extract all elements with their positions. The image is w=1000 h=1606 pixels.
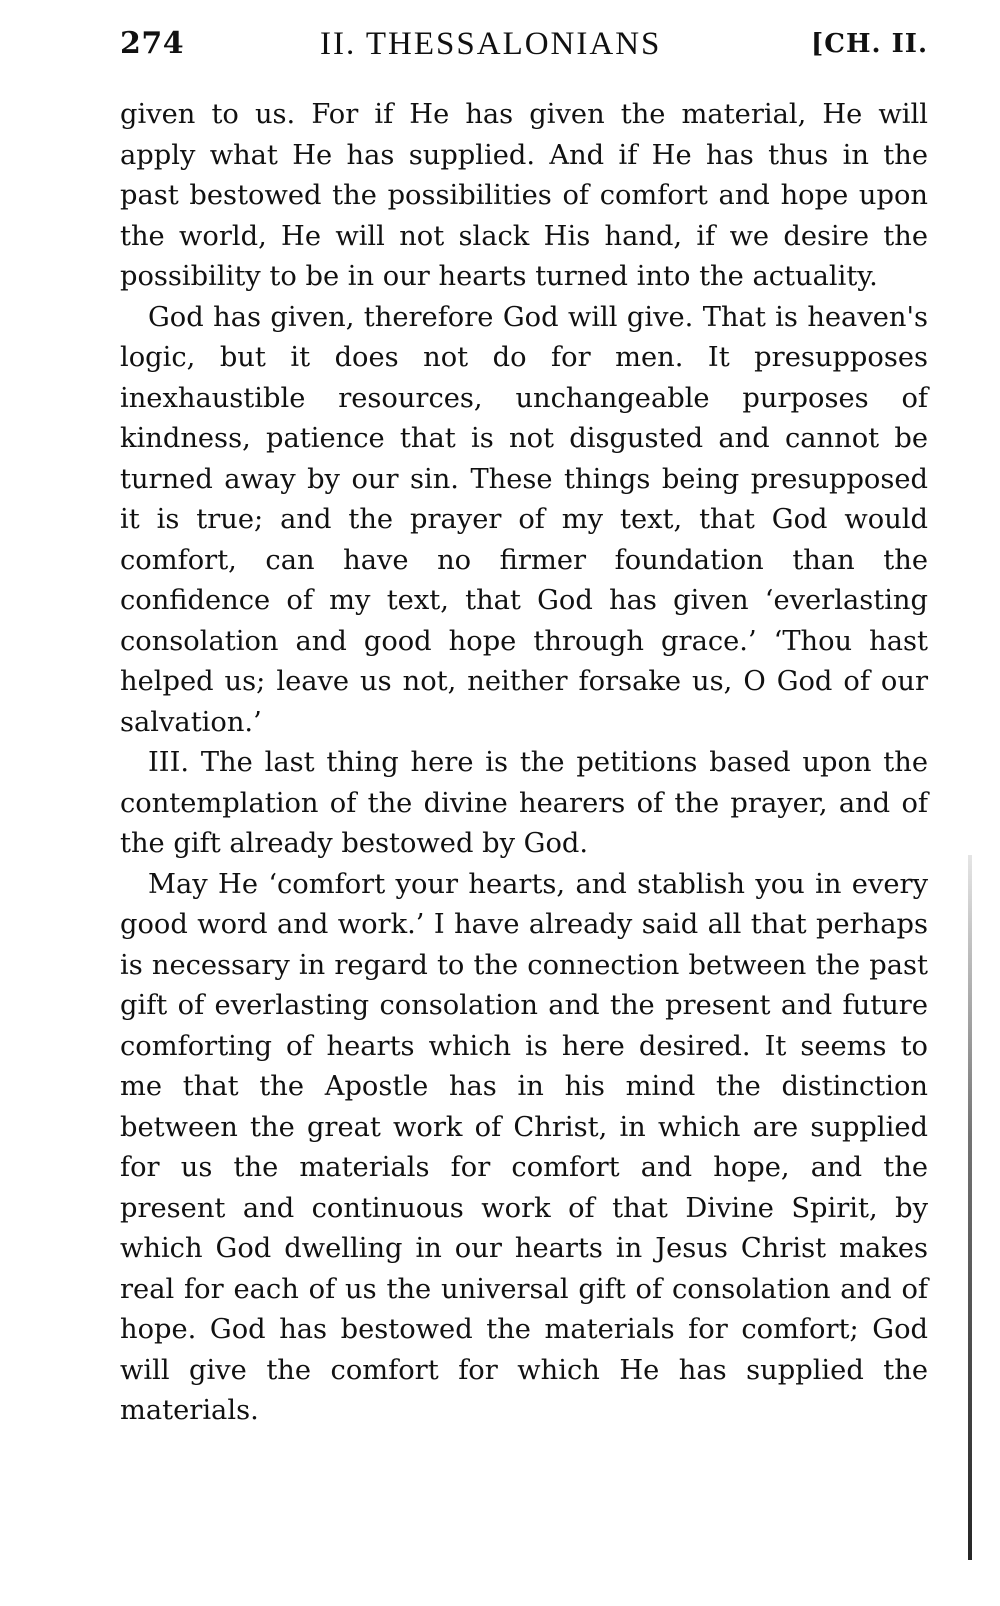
chapter-reference: [CH. II.	[810, 29, 928, 59]
scan-edge-line	[968, 855, 972, 1560]
running-title: II. THESSALONIANS	[320, 26, 662, 62]
paragraph: III. The last thing here is the petitions based upon the contemplation of the divine hearers of the prayer, and of the gift already bestowed by God.	[120, 747, 928, 859]
page-number: 274	[120, 26, 185, 61]
paragraph: God has given, therefore God will give. That is heaven's logic, but it does not do for men. It presupposes inexhaustible resources, unchangeable purposes of kindness, patience that is not disgusted and cannot be turned away by our sin. These things being presupposed it is true; and the prayer of my text, that God would comfort, can have no firmer foundation than the confidence of my text, that God has given ‘everlasting consolation and good hope through grace.’ ‘Thou hast helped us; leave us not, neither forsake us, O God of our salvation.’	[120, 301, 928, 738]
paragraph: May He ‘comfort your hearts, and stablish you in every good word and work.’ I have already said all that perhaps is necessary in regard to the connection between the past gift of everlasting consolation and the present and future comforting of hearts which is here desired. It seems to me that the Apostle has in his mind the distinction between the great work of Christ, in which are supplied for us the materials for comfort and hope, and the present and continuous work of that Divine Spirit, by which God dwelling in our hearts in Jesus Christ makes real for each of us the universal gift of consolation and of hope. God has bestowed the materials for comfort; God will give the comfort for which He has supplied the materials.	[120, 868, 928, 1426]
page-header	[120, 26, 928, 72]
paragraph-continuation: given to us. For if He has given the material, He will apply what He has supplied. And if He has thus in the past bestowed the possibilities of comfort and hope upon the world, He will not slack His hand, if we desire the possibility to be in our hearts turned into the actuality.	[120, 99, 928, 292]
body-text	[120, 95, 928, 1432]
